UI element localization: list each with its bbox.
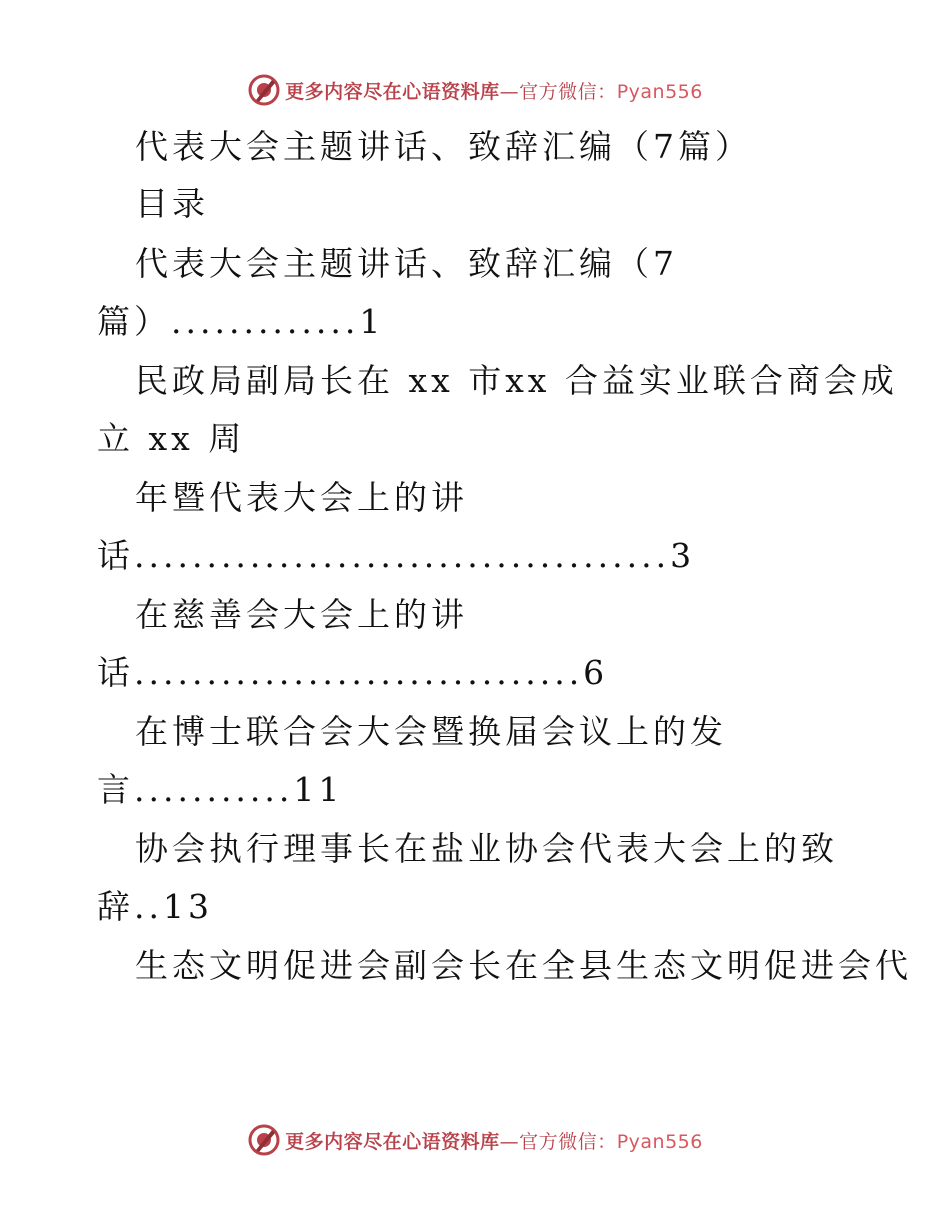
footer-watermark-text (285, 1127, 703, 1154)
toc-line: 立 xx 周 (97, 419, 246, 458)
header-dash: — (499, 80, 520, 103)
toc-line: 生态文明促进会副会长在全县生态文明促进会代 (135, 946, 912, 985)
toc-line: 在博士联合会大会暨换届会议上的发 (135, 712, 727, 751)
pen-logo-icon (247, 73, 281, 107)
toc-heading: 目录 (135, 184, 209, 223)
header-watermark-text (285, 77, 703, 104)
toc-line: 言...........11 (97, 770, 344, 809)
header-wx-label: 官方微信： (519, 80, 617, 103)
header-watermark (0, 70, 950, 110)
pen-logo-icon (247, 1123, 281, 1157)
toc-line: 民政局副局长在 xx 市xx 合益实业联合商会成 (135, 361, 898, 400)
footer-wx-id: Pyan556 (616, 1130, 703, 1153)
toc-line: 协会执行理事长在盐业协会代表大会上的致 (135, 829, 838, 868)
toc-line: 年暨代表大会上的讲 (135, 478, 468, 517)
toc-line: 篇）.............1 (97, 302, 385, 341)
footer-wx-label: 官方微信： (519, 1130, 617, 1153)
footer-dash: — (499, 1130, 520, 1153)
toc-line: 代表大会主题讲话、致辞汇编（7 (135, 244, 678, 283)
toc-line: 话...............................6 (97, 653, 609, 692)
header-wx-id: Pyan556 (616, 80, 703, 103)
footer-main-text: 更多内容尽在心语资料库 (285, 1130, 500, 1153)
document-title: 代表大会主题讲话、致辞汇编（7篇） (135, 127, 752, 166)
header-main-text: 更多内容尽在心语资料库 (285, 80, 500, 103)
toc-line: 在慈善会大会上的讲 (135, 595, 468, 634)
toc-line: 话.....................................3 (97, 536, 696, 575)
toc-line: 辞..13 (97, 887, 213, 926)
footer-watermark (0, 1120, 950, 1160)
